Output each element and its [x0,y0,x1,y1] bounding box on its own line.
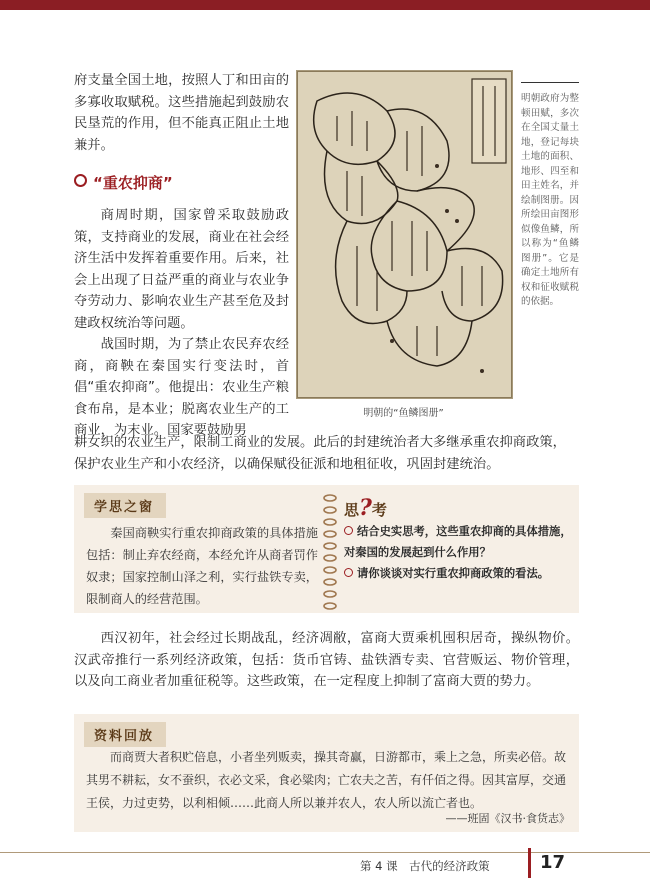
notebook-spiral-icon [320,490,340,610]
ziliao-content [86,746,576,815]
ziliao-title: 资料回放 [84,722,166,747]
left-column-text [74,205,289,442]
intro-text: 府支量全国土地，按照人丁和田亩的多寡收取赋税。这些措施起到鼓励农民垦荒的作用，但不能真正阻止土地兼并。 [74,73,289,153]
section-heading-text: “重农抑商” [93,174,173,192]
section-heading [74,172,173,193]
circle-bullet-icon [344,568,353,577]
xuesi-content [86,522,318,610]
xuesi-header [84,493,320,518]
paragraph-shang: 商周时期，国家曾采取鼓励政策，支持商业的发展，商业在社会经济生活中发挥着重要作用。后来，社会上出现了日益严重的商业与农业争夺劳动力、影响农业生产甚至危及封建政权统治等问题。 [74,208,289,331]
xihan-paragraph [74,628,579,693]
sikao-item-1 [344,521,574,563]
photo-sidenote: 明朝政府为整顿田赋，多次在全国丈量土地，登记每块土地的面积、地形、四至和田主姓名，并绘制图册。因所绘田亩图形似像鱼鳞，所以称为“鱼鳞图册”。它是确定土地所有权和征收赋税的依据。 [521,93,579,307]
footer-lesson: 第 4 课 古代的经济政策 [360,859,490,873]
paragraph-zhanguo-end: 耕女织的农业生产，限制工商业的发展。此后的封建统治者大多继承重农抑商政策，保护农业生产和小农经济，以确保赋役征派和地租征收，巩固封建统治。 [74,435,566,472]
sikao-title [344,495,574,521]
photo-caption: 明朝的“鱼鳞图册” [363,408,444,419]
page-number: 17 [540,852,566,873]
sikao-title-post: 考 [371,501,387,519]
ming-fish-scale-register-photo [296,70,513,399]
intro-paragraph [74,70,289,156]
circle-bullet-icon [74,174,87,187]
ziliao-text: 而商贾大者积贮倍息，小者坐列贩卖，操其奇赢，日游都市，乘上之急，所卖必倍。故其男不耕耘，女不蚕织，衣必文采，食必粱肉；亡农夫之苦，有仟佰之得。因其富厚，交通王侯，力过吏势，以利相倾……此商人所以兼并农人，农人所以流亡者也。 [86,750,567,810]
question-mark-icon: ? [359,495,372,521]
xuesi-title: 学思之窗 [84,493,166,518]
ziliao-source: ——班固《汉书·食货志》 [445,812,570,825]
sikao-title-pre: 思 [344,501,360,519]
paragraph-zhanguo-start: 战国时期，为了禁止农民弃农经商，商鞅在秦国实行变法时，首倡“重农抑商”。他提出：农业生产粮食布帛，是本业；脱离农业生产的工商业，为末业。国家要鼓励男 [74,337,289,438]
footer-accent-bar [528,848,531,878]
sidenote-rule [521,82,579,83]
sikao-item-2-text: 请你谈谈对实行重农抑商政策的看法。 [357,567,550,580]
circle-bullet-icon [344,526,353,535]
full-width-paragraph [74,432,579,475]
sikao-section [344,495,574,584]
top-color-bar [0,0,650,10]
paragraph-xihan: 西汉初年，社会经过长期战乱，经济凋敝，富商大贾乘机囤积居奇，操纵物价。汉武帝推行一系列经济政策，包括：货币官铸、盐铁酒专卖、官营贩运、物价管理，以及向工商业者加重征税等。这些政策，在一定程度上抑制了富商大贾的势力。 [74,631,579,689]
fish-scale-map-drawing [297,71,512,398]
sikao-item-2 [344,563,574,584]
xuesi-text: 秦国商鞅实行重农抑商政策的具体措施包括：制止弃农经商，本经允许从商者罚作奴隶；国家控制山泽之利，实行盐铁专卖，限制商人的经营范围。 [86,526,318,606]
sikao-item-1-text: 结合史实思考，这些重农抑商的具体措施，对秦国的发展起到什么作用？ [344,525,572,559]
ziliao-header [84,722,166,747]
